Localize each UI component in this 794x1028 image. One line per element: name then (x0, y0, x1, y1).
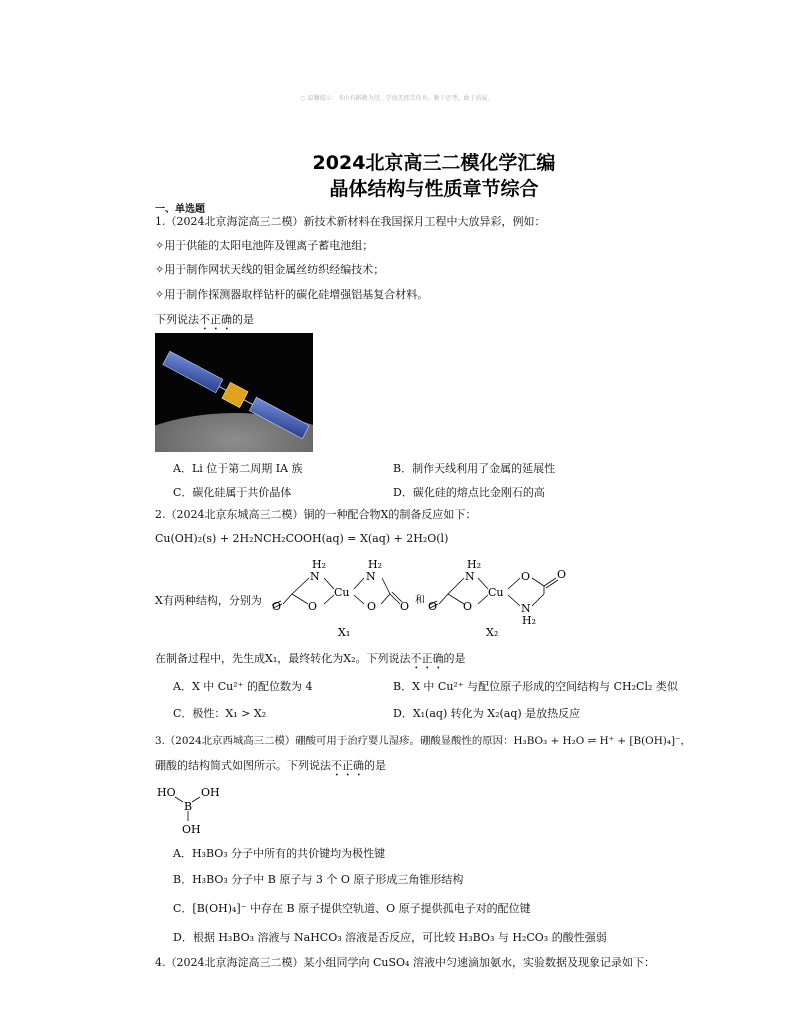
document-title: 2024北京高三二模化学汇编 (312, 152, 556, 174)
x1-n2: N (366, 570, 376, 583)
x1-h2b: H₂ (368, 558, 383, 571)
q2-stem: 2.（2024北京东城高三二模）铜的一种配合物X的制备反应如下： (155, 508, 477, 521)
x2-o3: O (428, 600, 438, 613)
q2-option-b: B．X 中 Cu²⁺ 与配位原子形成的空间结构与 CH₂Cl₂ 类似 (393, 680, 678, 693)
q1-prompt: 下列说法不正确的是 (155, 313, 254, 326)
q3-option-a: A．H₃BO₃ 分子中所有的共价键均为极性键 (173, 847, 386, 860)
x1-o1: O (308, 600, 318, 613)
q2-structures-intro: X有两种结构，分别为 (155, 594, 262, 607)
document-subtitle: 晶体结构与性质章节综合 (329, 178, 539, 200)
x1-cu: Cu (334, 586, 350, 599)
q1-bullet-1: ✧用于供能的太阳电池阵及锂离子蓄电池组； (155, 239, 374, 252)
satellite-image (155, 333, 313, 452)
q1-option-b: B．制作天线利用了金属的延展性 (393, 462, 556, 475)
x1-n1: N (310, 570, 320, 583)
boric-ho: HO (157, 786, 176, 799)
q1-option-d: D．碳化硅的熔点比金刚石的高 (393, 486, 545, 499)
q2-prompt: 在制备过程中，先生成X₁，最终转化为X₂。下列说法不正确的是 (155, 652, 466, 665)
and-text: 和 (415, 595, 425, 606)
x2-label: X₂ (486, 626, 499, 639)
x1-label: X₁ (338, 626, 351, 639)
x1-h2a: H₂ (312, 558, 327, 571)
q3-emphasis: 不正确 (331, 759, 364, 772)
q2-option-a: A．X 中 Cu²⁺ 的配位数为 4 (173, 680, 313, 693)
q1-bullet-2: ✧用于制作网状天线的钼金属丝纺织经编技术； (155, 263, 385, 276)
q1-option-a: A．Li 位于第二周期 IA 族 (173, 462, 303, 475)
x2-cu: Cu (488, 586, 504, 599)
q3-option-d: D．根据 H₃BO₃ 溶液与 NaHCO₃ 溶液是否反应，可比较 H₃BO₃ 与 H₂CO₃ 的酸性强弱 (173, 931, 607, 944)
x2-o4: O (557, 568, 567, 581)
watermark: ○ 温馨提示：书山有路勤为径，学海无涯苦作舟。勤于思考，敢于质疑。 (300, 95, 494, 102)
x2-o1: O (463, 600, 473, 613)
boric-oh-2: OH (182, 823, 201, 836)
boric-oh-1: OH (201, 786, 220, 799)
q3-stem: 3.（2024北京西城高三二模）硼酸可用于治疗婴儿湿疹。硼酸显酸性的原因：H₃BO₃ + H₂O ⇌ H⁺ + [B(OH)₄]⁻， (155, 735, 691, 747)
q2-emphasis: 不正确 (410, 652, 444, 665)
q2-option-d: D．X₁(aq) 转化为 X₂(aq) 是放热反应 (393, 707, 581, 720)
boric-acid-structure (155, 783, 235, 839)
q1-bullet-3: ✧用于制作探测器取样钻杆的碳化硅增强铝基复合材料。 (155, 288, 429, 301)
x2-h2a: H₂ (467, 558, 482, 571)
q2-equation: Cu(OH)₂(s) + 2H₂NCH₂COOH(aq) = X(aq) + 2H₂O(l) (155, 532, 449, 545)
q3-option-b: B．H₃BO₃ 分子中 B 原子与 3 个 O 原子形成三角锥形结构 (173, 873, 464, 886)
section-heading: 一、单选题 (155, 204, 205, 215)
x1-o2: O (367, 600, 377, 613)
x1-o4: O (400, 600, 410, 613)
q4-stem: 4.（2024北京海淀高三二模）某小组同学向 CuSO₄ 溶液中匀速滴加氨水，实验数据及现象记录如下： (155, 956, 655, 969)
q1-emphasis: 不正确 (199, 313, 232, 326)
x2-o2: O (521, 570, 531, 583)
q3-option-c: C．[B(OH)₄]⁻ 中存在 B 原子提供空轨道、O 原子提供孤电子对的配位键 (173, 902, 531, 915)
x2-n1: N (465, 570, 475, 583)
x1-o3: O (272, 600, 282, 613)
copper-complex-structures (272, 556, 572, 644)
q1-option-c: C．碳化硅属于共价晶体 (173, 486, 292, 499)
q2-option-c: C．极性：X₁ > X₂ (173, 707, 267, 720)
x2-n2: N (521, 602, 531, 615)
q3-stem-2: 硼酸的结构简式如图所示。下列说法不正确的是 (155, 759, 386, 772)
q1-stem: 1.（2024北京海淀高三二模）新技术新材料在我国探月工程中大放异彩，例如： (155, 215, 546, 228)
x2-h2b: H₂ (522, 614, 537, 627)
boric-b: B (184, 800, 193, 813)
